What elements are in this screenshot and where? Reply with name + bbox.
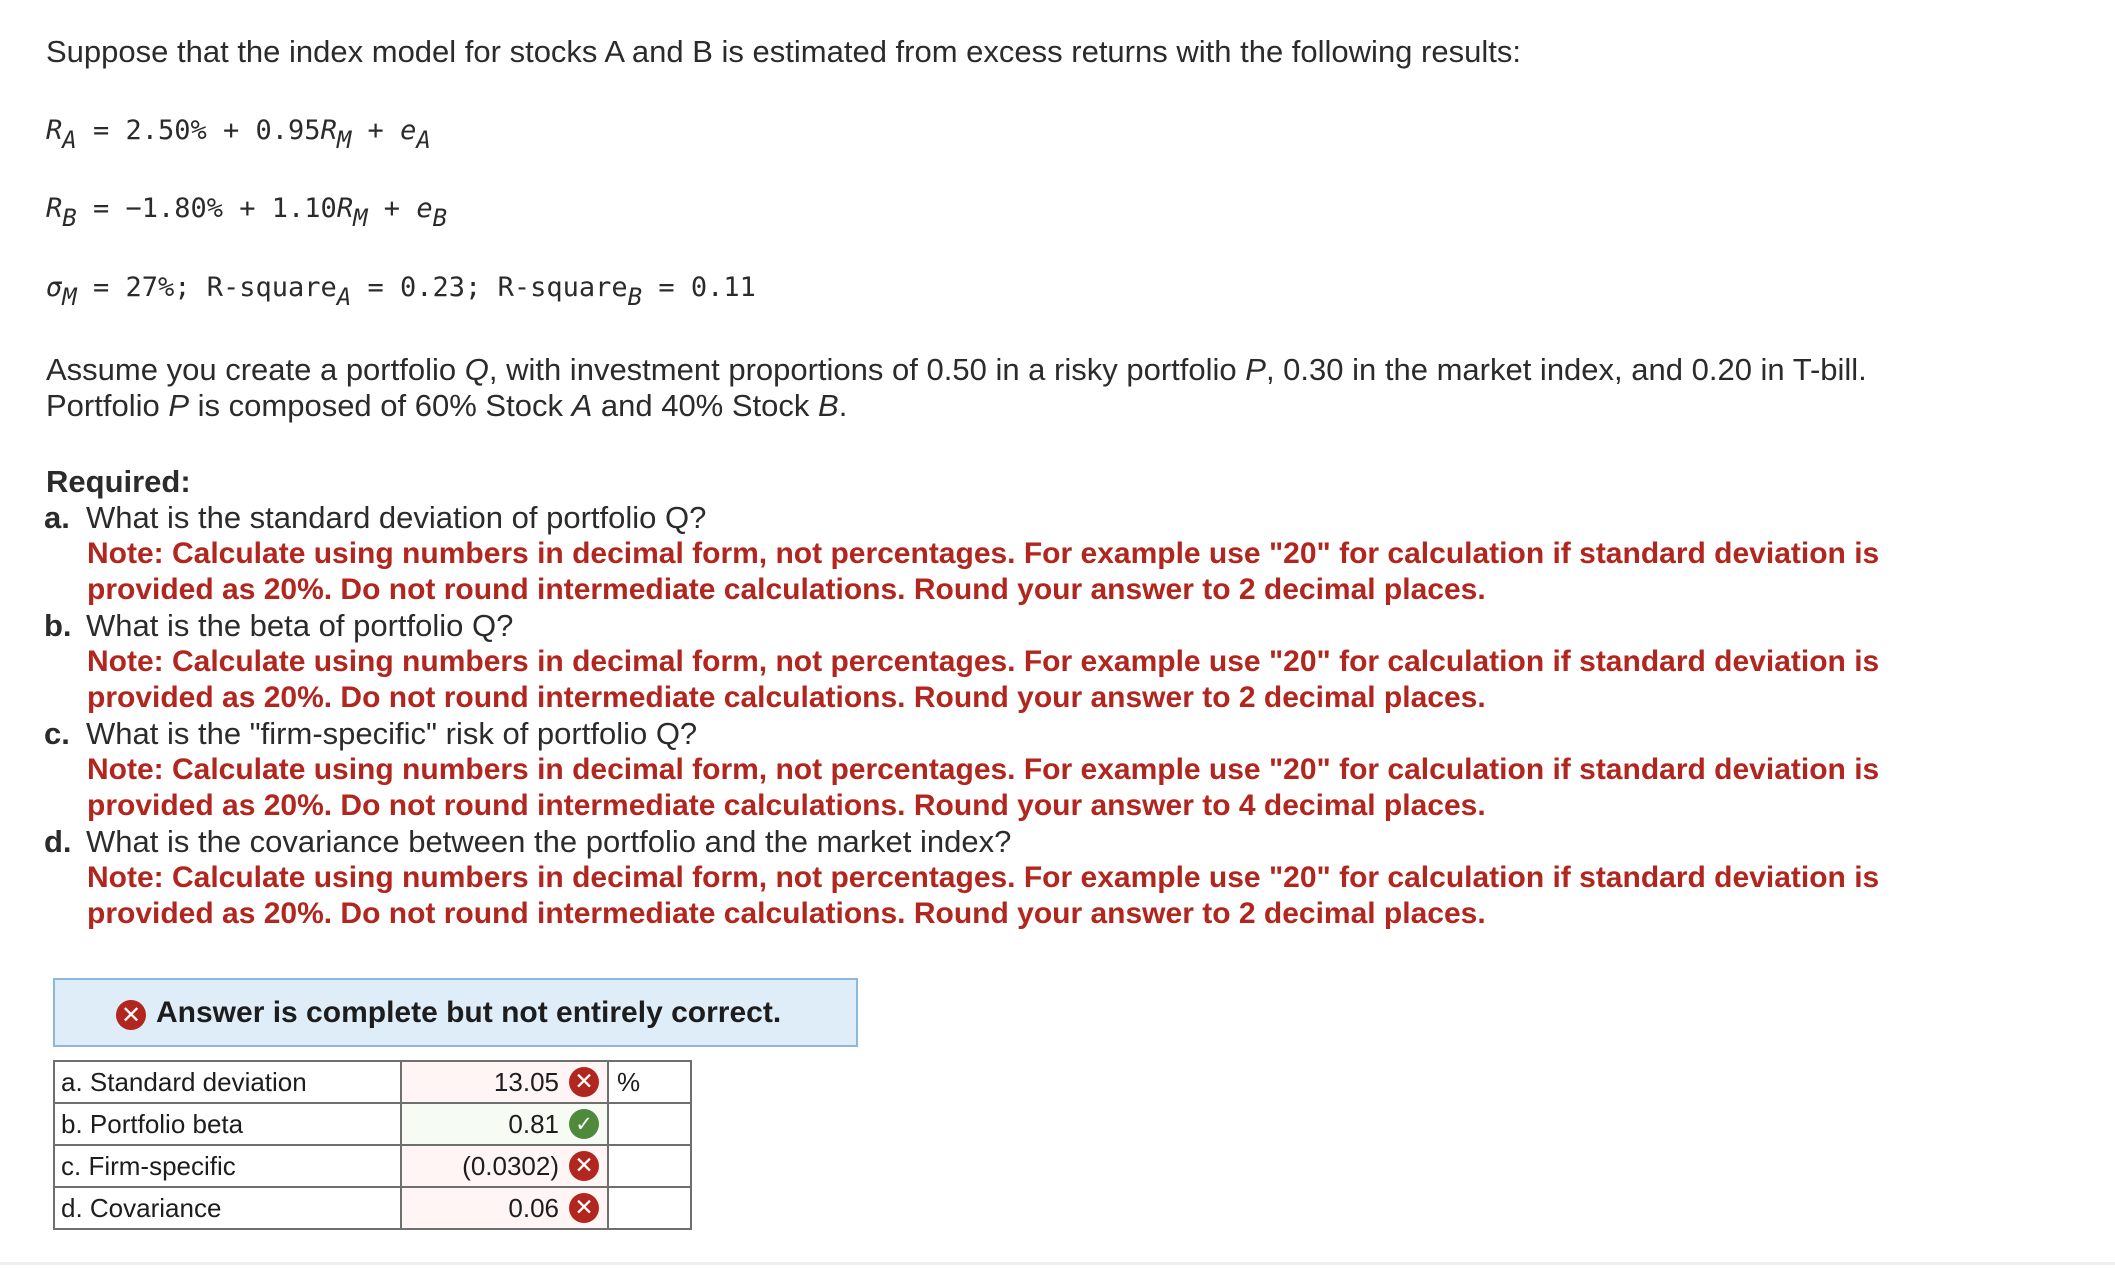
eq-sigma-sym: σ (46, 272, 63, 303)
table-row (54, 1103, 691, 1145)
answer-unit-d (608, 1187, 691, 1229)
question-b (44, 608, 513, 644)
answer-label-c: c. Firm-specific (54, 1145, 401, 1187)
incorrect-icon: ✕ (569, 1151, 599, 1181)
eq-rb-body: = −1.80% + 1.10 (76, 193, 337, 224)
question-c-note-1: Note: Calculate using numbers in decimal form, not percentages. For example use "20" for calculation if standard deviation is (87, 753, 1880, 786)
correct-check-icon: ✓ (569, 1109, 599, 1139)
bottom-divider (0, 1262, 2115, 1265)
eq-ra-plus: + (351, 115, 401, 146)
answer-value-d: 0.06 (508, 1192, 559, 1223)
answer-unit-b (608, 1103, 691, 1145)
assume-l2-a: A (571, 388, 593, 423)
eq-rb-lhs-sub: B (62, 204, 77, 232)
question-a-letter: a. (44, 500, 70, 535)
eq-sigma-text3: = 0.11 (642, 272, 756, 303)
eq-sigma-sub1: A (336, 283, 352, 311)
eq-rb-plus: + (367, 193, 417, 224)
answer-unit-a: % (608, 1061, 691, 1103)
eq-ra-e: e (400, 115, 417, 146)
assume-l2-p: P (168, 388, 190, 423)
question-c-note-2: provided as 20%. Do not round intermediate calculations. Round your answer to 4 decimal places. (87, 789, 1486, 822)
eq-rb-lhs: R (46, 193, 63, 224)
answer-label-b: b. Portfolio beta (54, 1103, 401, 1145)
assume-text-2: , with investment proportions of 0.50 in a risky portfolio (488, 352, 1246, 387)
answer-table (53, 1060, 692, 1230)
eq-sigma-sub2: B (627, 283, 643, 311)
question-d-letter: d. (44, 824, 72, 859)
question-b-letter: b. (44, 608, 72, 643)
question-c-letter: c. (44, 716, 70, 751)
table-row (54, 1061, 691, 1103)
table-row (54, 1145, 691, 1187)
assume-line-2 (46, 388, 847, 424)
eq-sigma-text2: = 0.23; R-square (351, 272, 628, 303)
problem-intro: Suppose that the index model for stocks A and B is estimated from excess returns with the following results: (46, 34, 1521, 69)
answer-value-cell-a[interactable] (401, 1061, 608, 1103)
question-a (44, 500, 706, 536)
eq-ra-rm: R (320, 115, 337, 146)
question-b-note-1: Note: Calculate using numbers in decimal form, not percentages. For example use "20" for calculation if standard deviation is (87, 645, 1880, 678)
assume-l2-text-1: Portfolio (46, 388, 169, 423)
question-b-text: What is the beta of portfolio Q? (86, 608, 514, 643)
equation-rb (46, 193, 447, 232)
eq-ra-lhs-sub: A (62, 126, 77, 154)
assume-l2-text-4: . (838, 388, 848, 423)
answer-label-a: a. Standard deviation (54, 1061, 401, 1103)
question-a-note-1: Note: Calculate using numbers in decimal form, not percentages. For example use "20" for calculation if standard deviation is (87, 537, 1880, 570)
question-c (44, 716, 697, 752)
x-circle-icon: ✕ (116, 1000, 146, 1030)
eq-ra-body: = 2.50% + 0.95 (76, 115, 321, 146)
question-d-note-1: Note: Calculate using numbers in decimal form, not percentages. For example use "20" for calculation if standard deviation is (87, 861, 1880, 894)
eq-ra-e-sub: A (416, 126, 431, 154)
question-d-note-2: provided as 20%. Do not round intermediate calculations. Round your answer to 2 decimal places. (87, 897, 1486, 930)
question-a-text: What is the standard deviation of portfolio Q? (86, 500, 707, 535)
eq-rb-e: e (416, 193, 433, 224)
question-d (44, 824, 1011, 860)
assume-l2-text-2: is composed of 60% Stock (189, 388, 572, 423)
answer-label-d: d. Covariance (54, 1187, 401, 1229)
question-c-text: What is the "firm-specific" risk of portfolio Q? (86, 716, 698, 751)
answer-value-b: 0.81 (508, 1108, 559, 1139)
eq-sigma-text1: = 27%; R-square (76, 272, 337, 303)
result-banner-text: Answer is complete but not entirely correct. (156, 996, 782, 1029)
incorrect-icon: ✕ (569, 1067, 599, 1097)
eq-ra-lhs: R (46, 115, 63, 146)
assume-q: Q (464, 352, 489, 387)
incorrect-icon: ✕ (569, 1193, 599, 1223)
answer-value-cell-b[interactable] (401, 1103, 608, 1145)
eq-rb-rm: R (336, 193, 354, 224)
question-b-note-2: provided as 20%. Do not round intermediate calculations. Round your answer to 2 decimal places. (87, 681, 1486, 714)
assume-line-1 (46, 352, 1867, 388)
assume-l2-b: B (818, 388, 839, 423)
result-banner (53, 978, 858, 1047)
assume-l2-text-3: and 40% Stock (592, 388, 818, 423)
table-row (54, 1187, 691, 1229)
question-a-note-2: provided as 20%. Do not round intermediate calculations. Round your answer to 2 decimal places. (87, 573, 1486, 606)
eq-rb-e-sub: B (432, 204, 448, 232)
assume-text-1: Assume you create a portfolio (46, 352, 465, 387)
equation-ra (46, 115, 431, 154)
required-title: Required: (46, 464, 191, 499)
eq-ra-rm-sub: M (336, 126, 352, 154)
equation-sigma (46, 272, 756, 311)
assume-text-3: , 0.30 in the market index, and 0.20 in T-bill. (1265, 352, 1867, 387)
question-d-text: What is the covariance between the portfolio and the market index? (86, 824, 1012, 859)
assume-p: P (1245, 352, 1266, 387)
eq-sigma-sub: M (62, 283, 77, 311)
answer-value-a: 13.05 (493, 1066, 559, 1097)
eq-rb-rm-sub: M (353, 204, 368, 232)
answer-value-cell-c[interactable] (401, 1145, 608, 1187)
answer-unit-c (608, 1145, 691, 1187)
answer-value-cell-d[interactable] (401, 1187, 608, 1229)
answer-value-c: (0.0302) (462, 1150, 559, 1181)
